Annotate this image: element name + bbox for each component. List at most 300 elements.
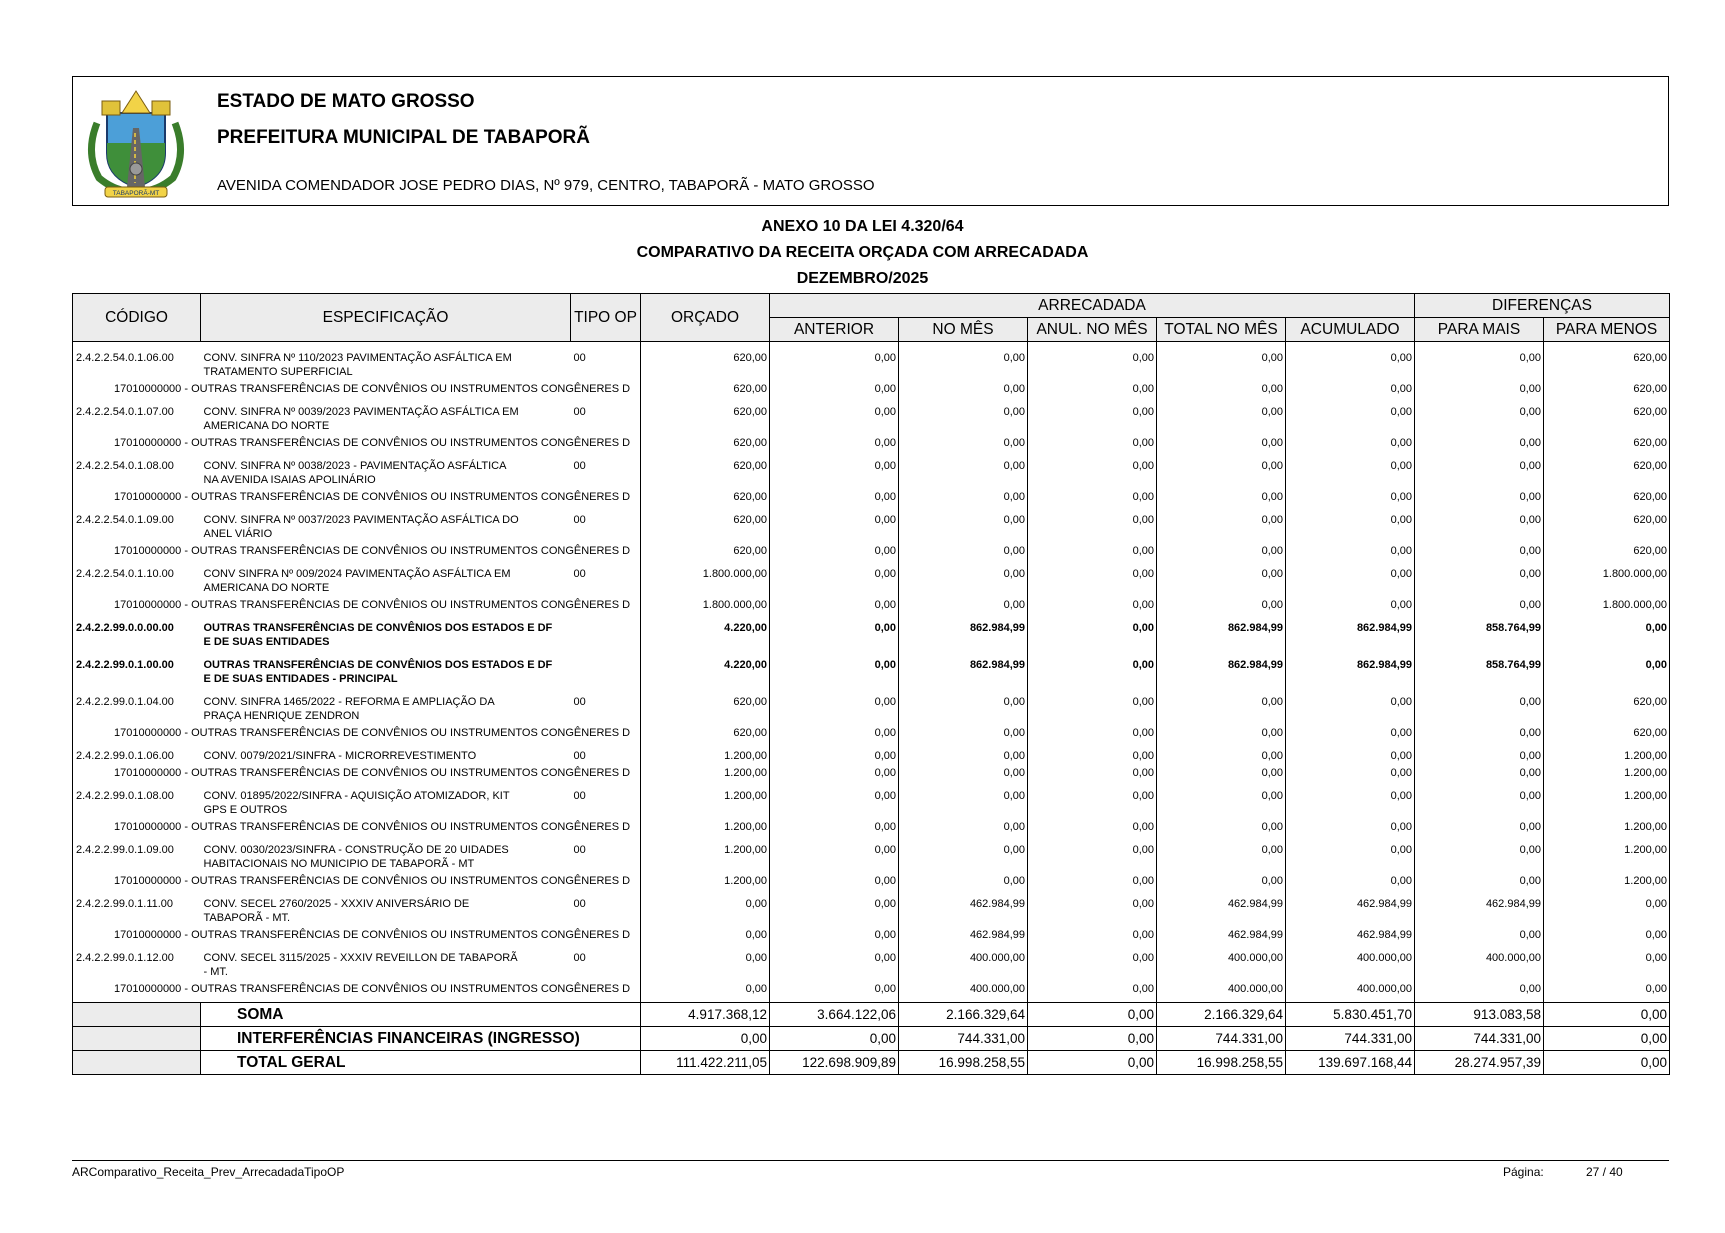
table-row bbox=[73, 450, 1670, 487]
fonte-total-no-mes: 0,00 bbox=[1157, 433, 1286, 450]
row-anul-no-mes: 0,00 bbox=[1028, 780, 1157, 817]
totals-orcado: 4.917.368,12 bbox=[641, 1003, 770, 1027]
row-no-mes: 862.984,99 bbox=[899, 649, 1028, 686]
totals-blank bbox=[73, 1003, 201, 1027]
row-description: CONV. SINFRA Nº 0037/2023 PAVIMENTAÇÃO ASFÁLTICA DO ANEL VIÁRIO bbox=[203, 514, 519, 540]
row-anterior: 0,00 bbox=[770, 396, 899, 433]
row-total-no-mes: 0,00 bbox=[1157, 504, 1286, 541]
row-para-mais: 0,00 bbox=[1415, 834, 1544, 871]
row-no-mes: 0,00 bbox=[899, 396, 1028, 433]
fonte-anul-no-mes: 0,00 bbox=[1028, 379, 1157, 396]
row-acumulado: 462.984,99 bbox=[1286, 888, 1415, 925]
row-code: 2.4.2.2.54.0.1.10.00 bbox=[73, 558, 201, 595]
col-anterior: ANTERIOR bbox=[770, 318, 899, 342]
row-orcado: 620,00 bbox=[641, 396, 770, 433]
row-code: 2.4.2.2.99.0.1.12.00 bbox=[73, 942, 201, 979]
fonte-para-menos: 620,00 bbox=[1544, 433, 1670, 450]
row-acumulado: 0,00 bbox=[1286, 834, 1415, 871]
row-anul-no-mes: 0,00 bbox=[1028, 504, 1157, 541]
row-acumulado: 0,00 bbox=[1286, 780, 1415, 817]
row-total-no-mes: 0,00 bbox=[1157, 686, 1286, 723]
fonte-acumulado: 0,00 bbox=[1286, 379, 1415, 396]
row-description: CONV. SECEL 2760/2025 - XXXIV ANIVERSÁRIO DE TABAPORÃ - MT. bbox=[203, 898, 470, 924]
row-anterior: 0,00 bbox=[770, 888, 899, 925]
row-code: 2.4.2.2.99.0.1.00.00 bbox=[73, 649, 201, 686]
row-code: 2.4.2.2.99.0.1.06.00 bbox=[73, 740, 201, 763]
table-row bbox=[73, 888, 1670, 925]
fonte-label: 17010000000 - OUTRAS TRANSFERÊNCIAS DE CONVÊNIOS OU INSTRUMENTOS CONGÊNERES D bbox=[73, 871, 641, 888]
col-group-arrecadada: ARRECADADA bbox=[770, 294, 1415, 318]
row-orcado: 620,00 bbox=[641, 686, 770, 723]
page-label: Página: bbox=[1503, 1165, 1544, 1179]
row-total-no-mes: 0,00 bbox=[1157, 780, 1286, 817]
totals-acumulado: 139.697.168,44 bbox=[1286, 1051, 1415, 1075]
fonte-para-mais: 0,00 bbox=[1415, 487, 1544, 504]
col-tipo-op: TIPO OP bbox=[571, 294, 641, 342]
row-acumulado: 0,00 bbox=[1286, 450, 1415, 487]
fonte-orcado: 620,00 bbox=[641, 723, 770, 740]
row-anterior: 0,00 bbox=[770, 612, 899, 649]
fonte-anul-no-mes: 0,00 bbox=[1028, 723, 1157, 740]
fonte-anul-no-mes: 0,00 bbox=[1028, 763, 1157, 780]
fonte-no-mes: 0,00 bbox=[899, 541, 1028, 558]
fonte-no-mes: 400.000,00 bbox=[899, 979, 1028, 996]
row-acumulado: 862.984,99 bbox=[1286, 612, 1415, 649]
totals-label: TOTAL GERAL bbox=[201, 1051, 641, 1075]
fonte-anul-no-mes: 0,00 bbox=[1028, 871, 1157, 888]
fonte-anul-no-mes: 0,00 bbox=[1028, 817, 1157, 834]
totals-blank bbox=[73, 1027, 201, 1051]
fonte-para-mais: 0,00 bbox=[1415, 433, 1544, 450]
fonte-acumulado: 0,00 bbox=[1286, 723, 1415, 740]
fonte-para-mais: 0,00 bbox=[1415, 817, 1544, 834]
row-para-mais: 858.764,99 bbox=[1415, 612, 1544, 649]
row-total-no-mes: 862.984,99 bbox=[1157, 649, 1286, 686]
row-description: CONV. SINFRA Nº 110/2023 PAVIMENTAÇÃO ASFÁLTICA EM TRATAMENTO SUPERFICIAL bbox=[203, 352, 512, 378]
fonte-orcado: 0,00 bbox=[641, 925, 770, 942]
title-annex: ANEXO 10 DA LEI 4.320/64 bbox=[761, 218, 964, 235]
fonte-total-no-mes: 0,00 bbox=[1157, 817, 1286, 834]
totals-anul-no-mes: 0,00 bbox=[1028, 1027, 1157, 1051]
fonte-para-mais: 0,00 bbox=[1415, 871, 1544, 888]
fonte-label: 17010000000 - OUTRAS TRANSFERÊNCIAS DE CONVÊNIOS OU INSTRUMENTOS CONGÊNERES D bbox=[73, 763, 641, 780]
table-row bbox=[73, 612, 1670, 649]
row-anterior: 0,00 bbox=[770, 649, 899, 686]
fonte-anterior: 0,00 bbox=[770, 925, 899, 942]
row-tipo-op: 00 bbox=[571, 942, 641, 979]
footer-divider bbox=[72, 1160, 1669, 1161]
fonte-acumulado: 0,00 bbox=[1286, 433, 1415, 450]
fonte-anul-no-mes: 0,00 bbox=[1028, 433, 1157, 450]
fonte-anul-no-mes: 0,00 bbox=[1028, 979, 1157, 996]
revenue-table bbox=[72, 293, 1669, 1075]
fonte-total-no-mes: 400.000,00 bbox=[1157, 979, 1286, 996]
fonte-anterior: 0,00 bbox=[770, 817, 899, 834]
fonte-acumulado: 0,00 bbox=[1286, 541, 1415, 558]
fonte-anterior: 0,00 bbox=[770, 433, 899, 450]
totals-total-no-mes: 2.166.329,64 bbox=[1157, 1003, 1286, 1027]
fonte-acumulado: 0,00 bbox=[1286, 763, 1415, 780]
col-anul-no-mes: ANUL. NO MÊS bbox=[1028, 318, 1157, 342]
row-anterior: 0,00 bbox=[770, 450, 899, 487]
fonte-row bbox=[73, 979, 1670, 996]
fonte-no-mes: 0,00 bbox=[899, 871, 1028, 888]
row-anul-no-mes: 0,00 bbox=[1028, 558, 1157, 595]
fonte-para-mais: 0,00 bbox=[1415, 763, 1544, 780]
row-acumulado: 0,00 bbox=[1286, 396, 1415, 433]
row-code: 2.4.2.2.99.0.0.00.00 bbox=[73, 612, 201, 649]
fonte-acumulado: 0,00 bbox=[1286, 817, 1415, 834]
fonte-no-mes: 0,00 bbox=[899, 379, 1028, 396]
totals-para-menos: 0,00 bbox=[1544, 1051, 1670, 1075]
totals-row bbox=[73, 1027, 1670, 1051]
fonte-no-mes: 0,00 bbox=[899, 433, 1028, 450]
fonte-no-mes: 0,00 bbox=[899, 487, 1028, 504]
fonte-no-mes: 0,00 bbox=[899, 763, 1028, 780]
fonte-orcado: 0,00 bbox=[641, 979, 770, 996]
row-tipo-op: 00 bbox=[571, 686, 641, 723]
fonte-para-menos: 620,00 bbox=[1544, 541, 1670, 558]
row-total-no-mes: 862.984,99 bbox=[1157, 612, 1286, 649]
row-description: CONV SINFRA Nº 009/2024 PAVIMENTAÇÃO ASFÁLTICA EM AMERICANA DO NORTE bbox=[203, 568, 511, 594]
row-acumulado: 0,00 bbox=[1286, 686, 1415, 723]
fonte-row bbox=[73, 817, 1670, 834]
row-code: 2.4.2.2.54.0.1.07.00 bbox=[73, 396, 201, 433]
table-row bbox=[73, 834, 1670, 871]
row-orcado: 0,00 bbox=[641, 942, 770, 979]
fonte-row bbox=[73, 763, 1670, 780]
fonte-acumulado: 0,00 bbox=[1286, 595, 1415, 612]
row-tipo-op: 00 bbox=[571, 834, 641, 871]
fonte-label: 17010000000 - OUTRAS TRANSFERÊNCIAS DE CONVÊNIOS OU INSTRUMENTOS CONGÊNERES D bbox=[73, 541, 641, 558]
row-anterior: 0,00 bbox=[770, 942, 899, 979]
fonte-anterior: 0,00 bbox=[770, 379, 899, 396]
fonte-total-no-mes: 0,00 bbox=[1157, 871, 1286, 888]
row-tipo-op: 00 bbox=[571, 504, 641, 541]
row-code: 2.4.2.2.99.0.1.04.00 bbox=[73, 686, 201, 723]
totals-orcado: 0,00 bbox=[641, 1027, 770, 1051]
totals-row bbox=[73, 1051, 1670, 1075]
row-no-mes: 400.000,00 bbox=[899, 942, 1028, 979]
row-acumulado: 0,00 bbox=[1286, 504, 1415, 541]
fonte-para-menos: 0,00 bbox=[1544, 979, 1670, 996]
row-para-menos: 1.200,00 bbox=[1544, 740, 1670, 763]
row-orcado: 0,00 bbox=[641, 888, 770, 925]
totals-label: INTERFERÊNCIAS FINANCEIRAS (INGRESSO) bbox=[201, 1027, 641, 1051]
row-acumulado: 400.000,00 bbox=[1286, 942, 1415, 979]
fonte-total-no-mes: 0,00 bbox=[1157, 763, 1286, 780]
row-total-no-mes: 0,00 bbox=[1157, 450, 1286, 487]
row-description: OUTRAS TRANSFERÊNCIAS DE CONVÊNIOS DOS ESTADOS E DF E DE SUAS ENTIDADES bbox=[203, 622, 553, 648]
row-para-mais: 0,00 bbox=[1415, 558, 1544, 595]
table-row bbox=[73, 780, 1670, 817]
state-name: ESTADO DE MATO GROSSO bbox=[217, 91, 475, 112]
fonte-para-mais: 0,00 bbox=[1415, 723, 1544, 740]
fonte-orcado: 620,00 bbox=[641, 487, 770, 504]
row-anul-no-mes: 0,00 bbox=[1028, 942, 1157, 979]
fonte-row bbox=[73, 487, 1670, 504]
fonte-para-menos: 1.200,00 bbox=[1544, 763, 1670, 780]
row-no-mes: 0,00 bbox=[899, 740, 1028, 763]
fonte-label: 17010000000 - OUTRAS TRANSFERÊNCIAS DE CONVÊNIOS OU INSTRUMENTOS CONGÊNERES D bbox=[73, 595, 641, 612]
fonte-para-mais: 0,00 bbox=[1415, 925, 1544, 942]
fonte-para-mais: 0,00 bbox=[1415, 541, 1544, 558]
row-anul-no-mes: 0,00 bbox=[1028, 612, 1157, 649]
fonte-anul-no-mes: 0,00 bbox=[1028, 925, 1157, 942]
fonte-label: 17010000000 - OUTRAS TRANSFERÊNCIAS DE CONVÊNIOS OU INSTRUMENTOS CONGÊNERES D bbox=[73, 925, 641, 942]
row-orcado: 4.220,00 bbox=[641, 649, 770, 686]
fonte-anterior: 0,00 bbox=[770, 487, 899, 504]
table-row bbox=[73, 342, 1670, 380]
row-tipo-op: 00 bbox=[571, 888, 641, 925]
fonte-acumulado: 462.984,99 bbox=[1286, 925, 1415, 942]
row-code: 2.4.2.2.54.0.1.08.00 bbox=[73, 450, 201, 487]
row-acumulado: 0,00 bbox=[1286, 740, 1415, 763]
row-anterior: 0,00 bbox=[770, 834, 899, 871]
fonte-no-mes: 0,00 bbox=[899, 817, 1028, 834]
totals-acumulado: 744.331,00 bbox=[1286, 1027, 1415, 1051]
totals-no-mes: 744.331,00 bbox=[899, 1027, 1028, 1051]
row-no-mes: 0,00 bbox=[899, 342, 1028, 380]
totals-label: SOMA bbox=[201, 1003, 641, 1027]
row-anul-no-mes: 0,00 bbox=[1028, 342, 1157, 380]
fonte-label: 17010000000 - OUTRAS TRANSFERÊNCIAS DE CONVÊNIOS OU INSTRUMENTOS CONGÊNERES D bbox=[73, 817, 641, 834]
row-description: CONV. SINFRA 1465/2022 - REFORMA E AMPLIAÇÃO DA PRAÇA HENRIQUE ZENDRON bbox=[203, 696, 495, 722]
fonte-anterior: 0,00 bbox=[770, 871, 899, 888]
fonte-total-no-mes: 0,00 bbox=[1157, 723, 1286, 740]
totals-anul-no-mes: 0,00 bbox=[1028, 1003, 1157, 1027]
row-anterior: 0,00 bbox=[770, 686, 899, 723]
fonte-row bbox=[73, 433, 1670, 450]
row-total-no-mes: 0,00 bbox=[1157, 558, 1286, 595]
row-para-mais: 400.000,00 bbox=[1415, 942, 1544, 979]
fonte-anul-no-mes: 0,00 bbox=[1028, 487, 1157, 504]
row-code: 2.4.2.2.54.0.1.09.00 bbox=[73, 504, 201, 541]
row-orcado: 1.200,00 bbox=[641, 740, 770, 763]
row-description: CONV. SINFRA Nº 0038/2023 - PAVIMENTAÇÃO ASFÁLTICA NA AVENIDA ISAIAS APOLINÁRIO bbox=[203, 460, 507, 486]
row-total-no-mes: 0,00 bbox=[1157, 834, 1286, 871]
col-especificacao: ESPECIFICAÇÃO bbox=[201, 294, 571, 342]
row-no-mes: 462.984,99 bbox=[899, 888, 1028, 925]
row-no-mes: 0,00 bbox=[899, 834, 1028, 871]
row-acumulado: 0,00 bbox=[1286, 342, 1415, 380]
row-anterior: 0,00 bbox=[770, 740, 899, 763]
fonte-orcado: 620,00 bbox=[641, 541, 770, 558]
row-orcado: 620,00 bbox=[641, 342, 770, 380]
fonte-para-menos: 620,00 bbox=[1544, 379, 1670, 396]
report-name: ARComparativo_Receita_Prev_ArrecadadaTipoOP bbox=[72, 1165, 345, 1179]
table-body bbox=[73, 342, 1670, 1003]
row-description: CONV. 0030/2023/SINFRA - CONSTRUÇÃO DE 20 UIDADES HABITACIONAIS NO MUNICIPIO DE TABAPORÃ - MT bbox=[203, 844, 509, 870]
col-orcado: ORÇADO bbox=[641, 294, 770, 342]
row-orcado: 1.800.000,00 bbox=[641, 558, 770, 595]
col-no-mes: NO MÊS bbox=[899, 318, 1028, 342]
row-description: CONV. 0079/2021/SINFRA - MICRORREVESTIMENTO bbox=[203, 750, 477, 762]
fonte-acumulado: 400.000,00 bbox=[1286, 979, 1415, 996]
col-codigo: CÓDIGO bbox=[73, 294, 201, 342]
table-totals bbox=[73, 1003, 1670, 1075]
fonte-para-menos: 0,00 bbox=[1544, 925, 1670, 942]
row-para-menos: 620,00 bbox=[1544, 450, 1670, 487]
fonte-row bbox=[73, 723, 1670, 740]
totals-total-no-mes: 16.998.258,55 bbox=[1157, 1051, 1286, 1075]
totals-no-mes: 16.998.258,55 bbox=[899, 1051, 1028, 1075]
row-para-mais: 0,00 bbox=[1415, 396, 1544, 433]
row-anul-no-mes: 0,00 bbox=[1028, 649, 1157, 686]
totals-row bbox=[73, 1003, 1670, 1027]
crest-banner-text: TABAPORÃ-MT bbox=[112, 190, 160, 197]
table-row bbox=[73, 558, 1670, 595]
row-para-menos: 0,00 bbox=[1544, 649, 1670, 686]
fonte-para-menos: 1.200,00 bbox=[1544, 817, 1670, 834]
fonte-no-mes: 0,00 bbox=[899, 595, 1028, 612]
row-para-mais: 0,00 bbox=[1415, 740, 1544, 763]
fonte-acumulado: 0,00 bbox=[1286, 487, 1415, 504]
row-para-menos: 0,00 bbox=[1544, 888, 1670, 925]
row-no-mes: 862.984,99 bbox=[899, 612, 1028, 649]
fonte-total-no-mes: 0,00 bbox=[1157, 541, 1286, 558]
fonte-label: 17010000000 - OUTRAS TRANSFERÊNCIAS DE CONVÊNIOS OU INSTRUMENTOS CONGÊNERES D bbox=[73, 979, 641, 996]
row-tipo-op: 00 bbox=[571, 740, 641, 763]
row-no-mes: 0,00 bbox=[899, 686, 1028, 723]
col-acumulado: ACUMULADO bbox=[1286, 318, 1415, 342]
row-para-mais: 0,00 bbox=[1415, 780, 1544, 817]
row-no-mes: 0,00 bbox=[899, 780, 1028, 817]
row-anul-no-mes: 0,00 bbox=[1028, 888, 1157, 925]
row-tipo-op: 00 bbox=[571, 342, 641, 380]
totals-anterior: 3.664.122,06 bbox=[770, 1003, 899, 1027]
row-description: CONV. SECEL 3115/2025 - XXXIV REVEILLON DE TABAPORÃ - MT. bbox=[203, 952, 518, 978]
row-tipo-op: 00 bbox=[571, 450, 641, 487]
row-total-no-mes: 400.000,00 bbox=[1157, 942, 1286, 979]
totals-para-mais: 28.274.957,39 bbox=[1415, 1051, 1544, 1075]
row-orcado: 4.220,00 bbox=[641, 612, 770, 649]
fonte-total-no-mes: 0,00 bbox=[1157, 487, 1286, 504]
totals-no-mes: 2.166.329,64 bbox=[899, 1003, 1028, 1027]
address: AVENIDA COMENDADOR JOSE PEDRO DIAS, Nº 979, CENTRO, TABAPORÃ - MATO GROSSO bbox=[217, 177, 875, 194]
fonte-no-mes: 462.984,99 bbox=[899, 925, 1028, 942]
report-titles bbox=[0, 214, 1725, 292]
fonte-anterior: 0,00 bbox=[770, 595, 899, 612]
row-code: 2.4.2.2.99.0.1.09.00 bbox=[73, 834, 201, 871]
fonte-label: 17010000000 - OUTRAS TRANSFERÊNCIAS DE CONVÊNIOS OU INSTRUMENTOS CONGÊNERES D bbox=[73, 723, 641, 740]
document-header bbox=[72, 76, 1669, 206]
fonte-orcado: 620,00 bbox=[641, 433, 770, 450]
page-number: 27 / 40 bbox=[1586, 1165, 1623, 1179]
row-para-mais: 0,00 bbox=[1415, 342, 1544, 380]
fonte-para-menos: 620,00 bbox=[1544, 723, 1670, 740]
row-anterior: 0,00 bbox=[770, 342, 899, 380]
fonte-row bbox=[73, 871, 1670, 888]
row-para-menos: 620,00 bbox=[1544, 686, 1670, 723]
table-row bbox=[73, 686, 1670, 723]
fonte-para-mais: 0,00 bbox=[1415, 595, 1544, 612]
row-orcado: 620,00 bbox=[641, 450, 770, 487]
table-row bbox=[73, 740, 1670, 763]
table-row bbox=[73, 396, 1670, 433]
totals-para-mais: 913.083,58 bbox=[1415, 1003, 1544, 1027]
fonte-orcado: 1.200,00 bbox=[641, 763, 770, 780]
row-orcado: 1.200,00 bbox=[641, 780, 770, 817]
row-no-mes: 0,00 bbox=[899, 558, 1028, 595]
row-tipo-op: 00 bbox=[571, 558, 641, 595]
title-period: DEZEMBRO/2025 bbox=[796, 270, 929, 287]
row-tipo-op bbox=[571, 612, 641, 649]
row-para-menos: 0,00 bbox=[1544, 612, 1670, 649]
fonte-anterior: 0,00 bbox=[770, 979, 899, 996]
row-para-mais: 0,00 bbox=[1415, 686, 1544, 723]
row-total-no-mes: 462.984,99 bbox=[1157, 888, 1286, 925]
col-para-menos: PARA MENOS bbox=[1544, 318, 1670, 342]
fonte-total-no-mes: 462.984,99 bbox=[1157, 925, 1286, 942]
fonte-row bbox=[73, 541, 1670, 558]
row-anterior: 0,00 bbox=[770, 504, 899, 541]
row-para-menos: 620,00 bbox=[1544, 504, 1670, 541]
fonte-row bbox=[73, 379, 1670, 396]
row-anterior: 0,00 bbox=[770, 780, 899, 817]
table-row bbox=[73, 649, 1670, 686]
fonte-label: 17010000000 - OUTRAS TRANSFERÊNCIAS DE CONVÊNIOS OU INSTRUMENTOS CONGÊNERES D bbox=[73, 433, 641, 450]
totals-acumulado: 5.830.451,70 bbox=[1286, 1003, 1415, 1027]
row-anul-no-mes: 0,00 bbox=[1028, 450, 1157, 487]
row-para-menos: 620,00 bbox=[1544, 342, 1670, 380]
row-description: CONV. 01895/2022/SINFRA - AQUISIÇÃO ATOMIZADOR, KIT GPS E OUTROS bbox=[203, 790, 510, 816]
fonte-orcado: 1.200,00 bbox=[641, 817, 770, 834]
row-para-menos: 0,00 bbox=[1544, 942, 1670, 979]
row-description: CONV. SINFRA Nº 0039/2023 PAVIMENTAÇÃO ASFÁLTICA EM AMERICANA DO NORTE bbox=[203, 406, 519, 432]
col-para-mais: PARA MAIS bbox=[1415, 318, 1544, 342]
fonte-label: 17010000000 - OUTRAS TRANSFERÊNCIAS DE CONVÊNIOS OU INSTRUMENTOS CONGÊNERES D bbox=[73, 379, 641, 396]
col-total-no-mes: TOTAL NO MÊS bbox=[1157, 318, 1286, 342]
table-row bbox=[73, 942, 1670, 979]
fonte-acumulado: 0,00 bbox=[1286, 871, 1415, 888]
totals-anterior: 0,00 bbox=[770, 1027, 899, 1051]
totals-para-menos: 0,00 bbox=[1544, 1003, 1670, 1027]
fonte-total-no-mes: 0,00 bbox=[1157, 379, 1286, 396]
row-tipo-op bbox=[571, 649, 641, 686]
row-description: OUTRAS TRANSFERÊNCIAS DE CONVÊNIOS DOS ESTADOS E DF E DE SUAS ENTIDADES - PRINCIPAL bbox=[203, 659, 553, 685]
row-anul-no-mes: 0,00 bbox=[1028, 686, 1157, 723]
prefeitura-name: PREFEITURA MUNICIPAL DE TABAPORÃ bbox=[217, 127, 590, 148]
row-total-no-mes: 0,00 bbox=[1157, 342, 1286, 380]
totals-blank bbox=[73, 1051, 201, 1075]
row-orcado: 620,00 bbox=[641, 504, 770, 541]
row-total-no-mes: 0,00 bbox=[1157, 740, 1286, 763]
municipal-crest-icon bbox=[77, 83, 195, 201]
fonte-anterior: 0,00 bbox=[770, 763, 899, 780]
row-anul-no-mes: 0,00 bbox=[1028, 834, 1157, 871]
row-acumulado: 0,00 bbox=[1286, 558, 1415, 595]
fonte-total-no-mes: 0,00 bbox=[1157, 595, 1286, 612]
totals-total-no-mes: 744.331,00 bbox=[1157, 1027, 1286, 1051]
fonte-anterior: 0,00 bbox=[770, 541, 899, 558]
fonte-label: 17010000000 - OUTRAS TRANSFERÊNCIAS DE CONVÊNIOS OU INSTRUMENTOS CONGÊNERES D bbox=[73, 487, 641, 504]
row-anul-no-mes: 0,00 bbox=[1028, 396, 1157, 433]
row-no-mes: 0,00 bbox=[899, 504, 1028, 541]
fonte-orcado: 1.200,00 bbox=[641, 871, 770, 888]
fonte-anul-no-mes: 0,00 bbox=[1028, 595, 1157, 612]
row-orcado: 1.200,00 bbox=[641, 834, 770, 871]
row-tipo-op: 00 bbox=[571, 780, 641, 817]
row-para-mais: 858.764,99 bbox=[1415, 649, 1544, 686]
row-para-menos: 1.200,00 bbox=[1544, 780, 1670, 817]
fonte-para-menos: 1.200,00 bbox=[1544, 871, 1670, 888]
row-para-menos: 1.800.000,00 bbox=[1544, 558, 1670, 595]
col-group-diferencas: DIFERENÇAS bbox=[1415, 294, 1670, 318]
fonte-anul-no-mes: 0,00 bbox=[1028, 541, 1157, 558]
row-acumulado: 862.984,99 bbox=[1286, 649, 1415, 686]
fonte-para-mais: 0,00 bbox=[1415, 379, 1544, 396]
